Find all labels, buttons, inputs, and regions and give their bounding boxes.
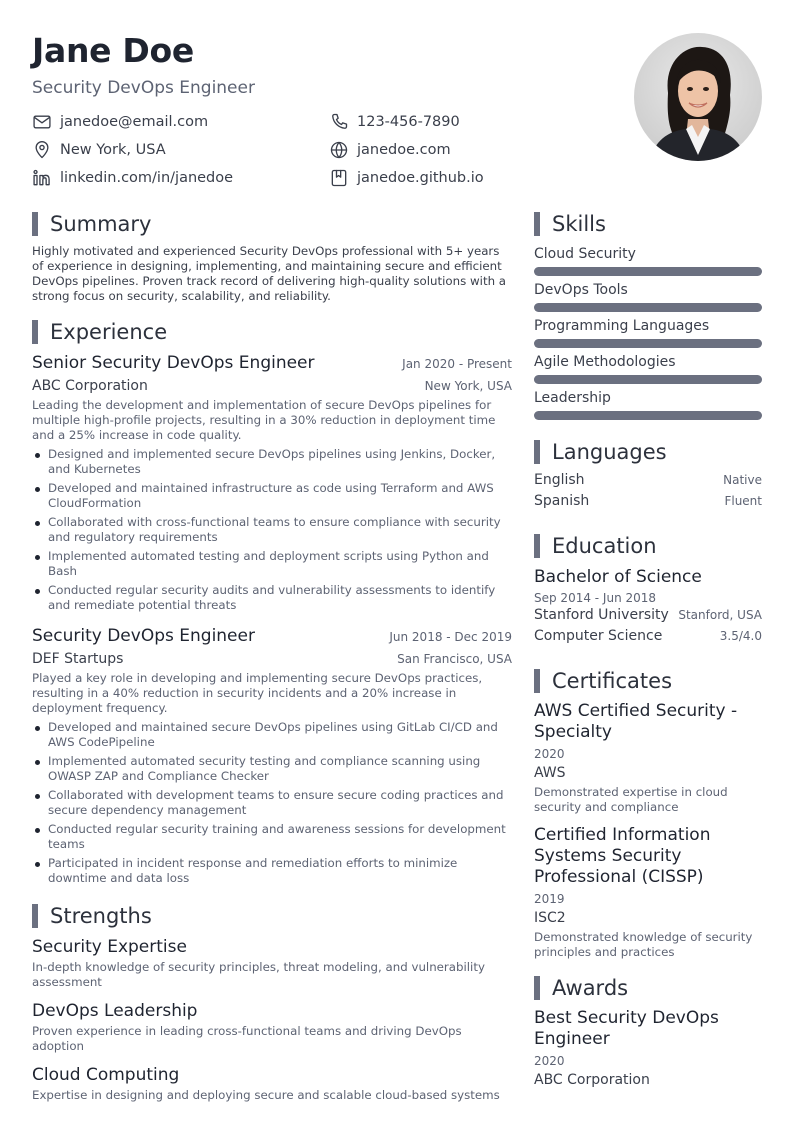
bullet-item: Developed and maintained infrastructure as code using Terraform and AWS CloudFormation [32, 481, 512, 511]
certificate-description: Demonstrated expertise in cloud security and compliance [534, 785, 728, 814]
education-degree: Bachelor of Science [534, 567, 702, 587]
skill-item [534, 388, 762, 420]
award-item [534, 1008, 762, 1090]
skill-level-bar [534, 375, 762, 384]
education-heading-text: Education [552, 534, 657, 558]
section-accent-bar [32, 212, 38, 236]
skills-heading [534, 210, 762, 238]
experience-heading [32, 318, 512, 346]
languages-heading [534, 438, 762, 466]
skill-item [534, 352, 762, 384]
section-accent-bar [534, 212, 540, 236]
skill-item [534, 316, 762, 348]
skill-item [534, 280, 762, 312]
location-text: New York, USA [60, 142, 166, 158]
summary-heading [32, 210, 512, 238]
section-accent-bar [534, 669, 540, 693]
summary-text: Highly motivated and experienced Security DevOps professional with 5+ years of experience in designing, implementing, and maintaining secure and efficient DevOps pipelines. Proven track record of delivering high-quality solutions with a strong focus on security, scalability, and reliability. [32, 244, 507, 303]
job-entry [32, 352, 512, 613]
profile-photo [634, 33, 762, 161]
bullet-item: Collaborated with cross-functional teams to ensure compliance with security and regulatory requirements [32, 515, 512, 545]
mail-icon [32, 112, 52, 132]
website-text: janedoe.com [357, 142, 451, 158]
bullet-item: Developed and maintained secure DevOps pipelines using GitLab CI/CD and AWS CodePipeline [32, 720, 512, 750]
strengths-heading [32, 902, 512, 930]
language-name: Spanish [534, 493, 590, 509]
job-dates: Jan 2020 - Present [402, 357, 512, 371]
strength-title: Security Expertise [32, 937, 187, 957]
bookmark-icon [329, 168, 349, 188]
education-gpa: 3.5/4.0 [719, 629, 762, 643]
education-field: Computer Science [534, 628, 663, 644]
skills-heading-text: Skills [552, 212, 606, 236]
certificates-heading [534, 667, 762, 695]
strength-description: Proven experience in leading cross-functional teams and driving DevOps adoption [32, 1024, 462, 1053]
education-school: Stanford University [534, 607, 669, 623]
resume-header [32, 30, 592, 186]
contact-github[interactable] [329, 168, 484, 188]
strength-item [32, 1000, 512, 1054]
contact-linkedin[interactable] [32, 168, 233, 188]
education-heading [534, 532, 762, 560]
contact-email[interactable] [32, 112, 208, 132]
location-pin-icon [32, 140, 52, 160]
phone-icon [329, 112, 349, 132]
bullet-item: Implemented automated security testing and compliance scanning using OWASP ZAP and Compliance Checker [32, 754, 512, 784]
awards-heading-text: Awards [552, 976, 629, 1000]
experience-heading-text: Experience [50, 320, 168, 344]
skill-name: Programming Languages [534, 318, 710, 334]
skill-item [534, 244, 762, 276]
skill-name: DevOps Tools [534, 282, 628, 298]
bullet-item: Conducted regular security audits and vulnerability assessments to identify and remediate potential threats [32, 583, 512, 613]
education-field-row [534, 628, 762, 649]
bullet-item: Collaborated with development teams to ensure secure coding practices and secure dependency management [32, 788, 512, 818]
phone-text: 123-456-7890 [357, 114, 460, 130]
skill-name: Cloud Security [534, 246, 636, 262]
skill-level-bar [534, 339, 762, 348]
certificate-title: AWS Certified Security - Specialty [534, 701, 738, 742]
contact-location [32, 140, 166, 160]
certificate-year: 2019 [534, 892, 565, 906]
award-issuer: ABC Corporation [534, 1072, 650, 1088]
skill-level-bar [534, 411, 762, 420]
contact-website[interactable] [329, 140, 451, 160]
certificate-title: Certified Information Systems Security Professional (CISSP) [534, 825, 711, 887]
section-accent-bar [534, 534, 540, 558]
education-school-row [534, 607, 762, 628]
bullet-item: Participated in incident response and remediation efforts to minimize downtime and data loss [32, 856, 512, 886]
bullet-item: Implemented automated testing and deployment scripts using Python and Bash [32, 549, 512, 579]
certificate-issuer: ISC2 [534, 910, 566, 926]
bullet-item: Conducted regular security training and awareness sessions for development teams [32, 822, 512, 852]
awards-heading [534, 974, 762, 1002]
certificate-description: Demonstrated knowledge of security principles and practices [534, 930, 753, 959]
skill-name: Leadership [534, 390, 611, 406]
certificates-heading-text: Certificates [552, 669, 673, 693]
strength-title: DevOps Leadership [32, 1001, 198, 1021]
job-bullets [32, 447, 512, 613]
email-text: janedoe@email.com [60, 114, 209, 130]
job-company: DEF Startups [32, 651, 124, 667]
skill-level-bar [534, 267, 762, 276]
job-description: Played a key role in developing and implementing secure DevOps practices, resulting in a 40% reduction in security incidents and a 20% increase in deployment frequency. [32, 671, 483, 715]
languages-heading-text: Languages [552, 440, 667, 464]
section-accent-bar [32, 320, 38, 344]
strengths-heading-text: Strengths [50, 904, 152, 928]
section-accent-bar [534, 440, 540, 464]
job-company: ABC Corporation [32, 378, 148, 394]
linkedin-icon [32, 168, 52, 188]
language-level: Fluent [724, 494, 762, 508]
skill-level-bar [534, 303, 762, 312]
strength-description: In-depth knowledge of security principles, threat modeling, and vulnerability assessment [32, 960, 485, 989]
job-bullets [32, 720, 512, 886]
job-title: Security DevOps Engineer [32, 626, 255, 646]
strength-item [32, 1064, 512, 1103]
job-entry [32, 625, 512, 886]
job-dates: Jun 2018 - Dec 2019 [389, 630, 512, 644]
strength-description: Expertise in designing and deploying secure and scalable cloud-based systems [32, 1088, 500, 1102]
certificate-year: 2020 [534, 747, 565, 761]
job-location: San Francisco, USA [397, 652, 512, 666]
job-location: New York, USA [424, 379, 512, 393]
summary-heading-text: Summary [50, 212, 152, 236]
language-name: English [534, 472, 585, 488]
section-accent-bar [32, 904, 38, 928]
award-title: Best Security DevOps Engineer [534, 1008, 719, 1049]
certificate-issuer: AWS [534, 765, 566, 781]
left-column [32, 210, 512, 1113]
strength-item [32, 936, 512, 990]
certificate-item [534, 825, 762, 960]
language-item [534, 493, 762, 514]
candidate-name: Jane Doe [32, 31, 194, 70]
candidate-title: Security DevOps Engineer [32, 78, 255, 98]
job-title: Senior Security DevOps Engineer [32, 353, 315, 373]
award-year: 2020 [534, 1054, 565, 1068]
contact-phone[interactable] [329, 112, 460, 132]
education-dates: Sep 2014 - Jun 2018 [534, 591, 657, 605]
linkedin-text: linkedin.com/in/janedoe [60, 170, 234, 186]
language-level: Native [723, 473, 762, 487]
language-item [534, 472, 762, 493]
certificate-item [534, 701, 762, 815]
github-text: janedoe.github.io [357, 170, 484, 186]
skill-name: Agile Methodologies [534, 354, 676, 370]
right-column [534, 210, 762, 1100]
job-description: Leading the development and implementation of secure DevOps pipelines for multiple high-profile projects, resulting in a 30% reduction in deployment time and a 25% increase in code quality. [32, 398, 496, 442]
globe-icon [329, 140, 349, 160]
strength-title: Cloud Computing [32, 1065, 180, 1085]
skills-list [534, 244, 762, 420]
education-location: Stanford, USA [678, 608, 762, 622]
section-accent-bar [534, 976, 540, 1000]
bullet-item: Designed and implemented secure DevOps pipelines using Jenkins, Docker, and Kubernetes [32, 447, 512, 477]
